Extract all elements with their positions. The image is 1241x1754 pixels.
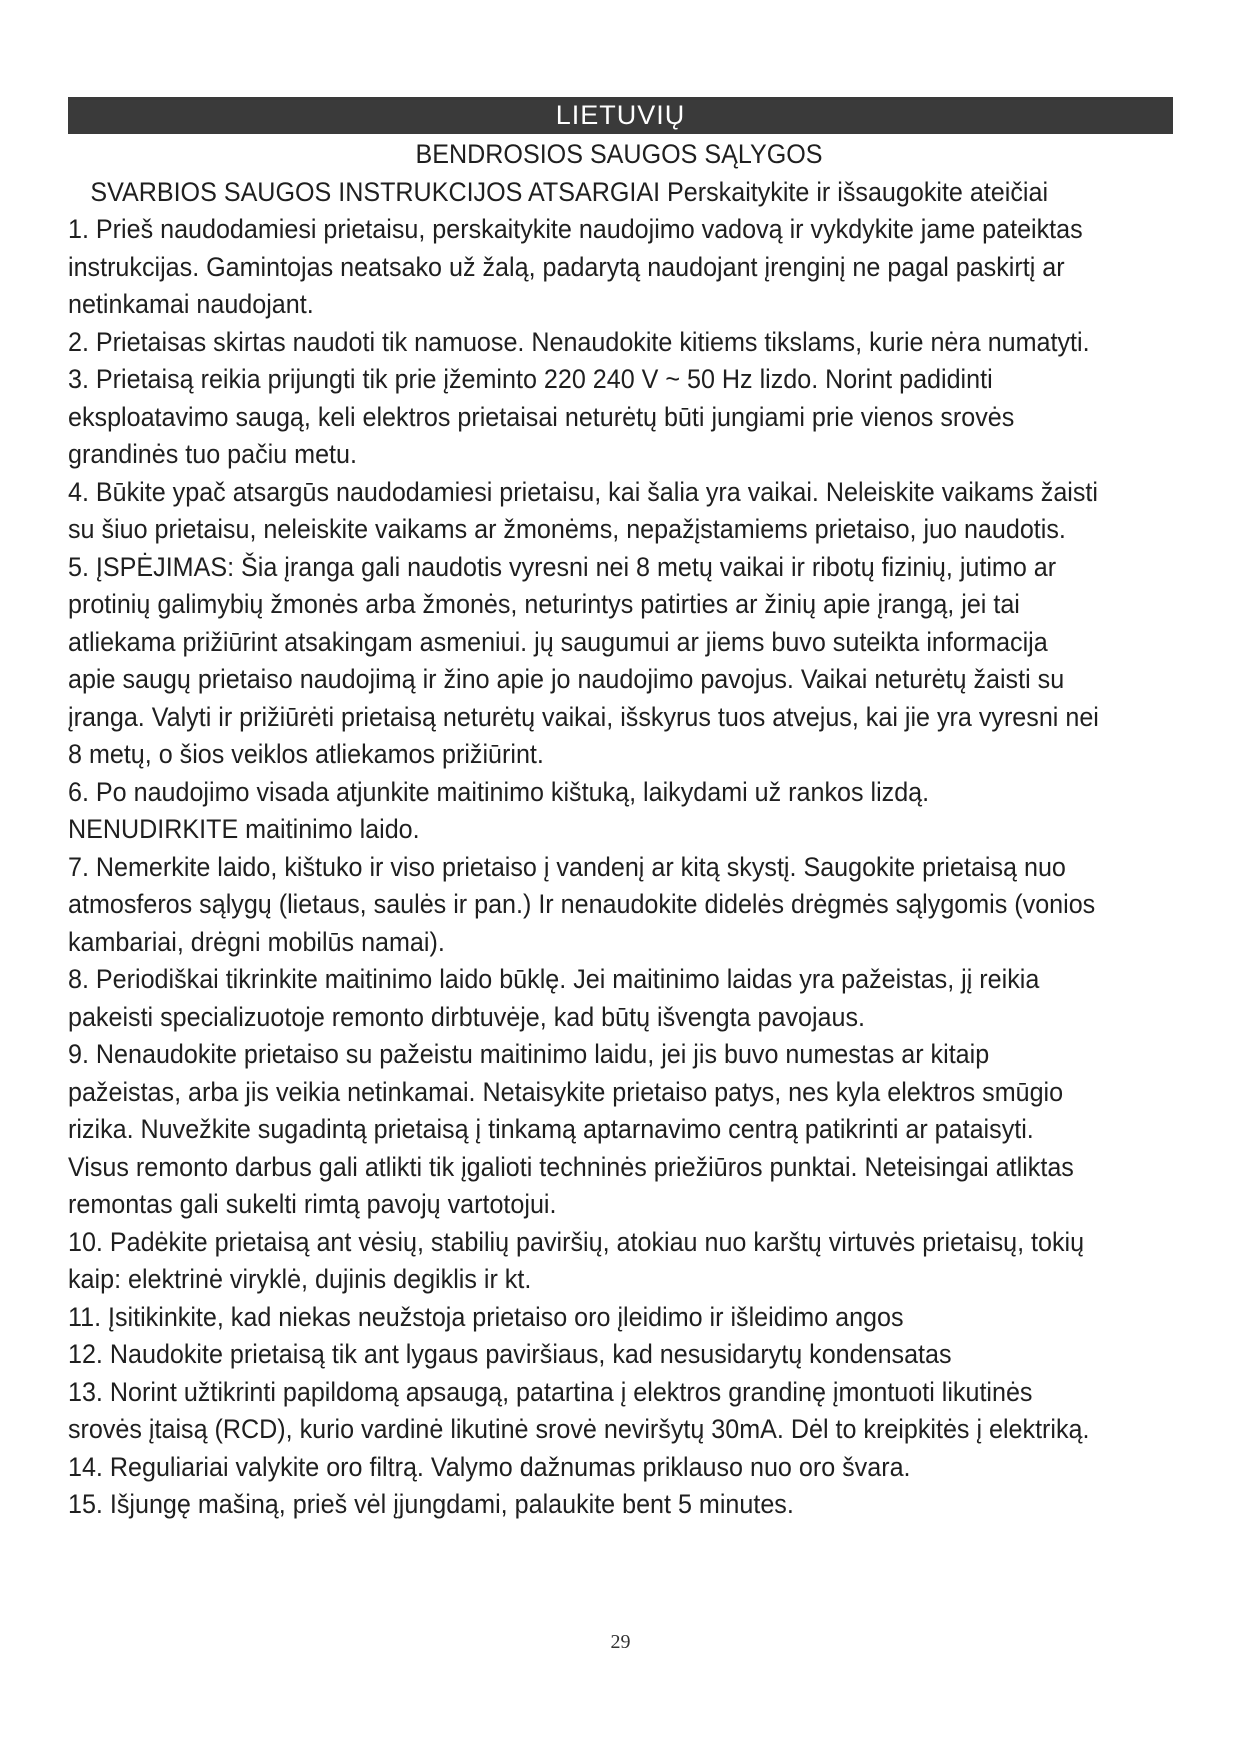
instruction-item: 15. Išjungę mašiną, prieš vėl įjungdami, palaukite bent 5 minutes.: [68, 1489, 794, 1519]
instruction-item: 9. Nenaudokite prietaiso su pažeistu maitinimo laidu, jei jis buvo numestas ar kitaip pažeistas, arba jis veikia netinkamai. Netaisykite prietaiso patys, nes kyla elektros smūgio rizika. Nuvežkite sugadintą prietaisą į tinkamą aptarnavimo centrą patikrinti ar pataisyti. Visus remonto darbus gali atlikti tik įgalioti techninės priežiūros punktai. Neteisingai atliktas remontas gali sukelti rimtą pavojų vartotojui.: [68, 1039, 1074, 1219]
instruction-item: 7. Nemerkite laido, kištuko ir viso prietaiso į vandenį ar kitą skystį. Saugokite prietaisą nuo atmosferos sąlygų (lietaus, saulės ir pan.) Ir nenaudokite didelės drėgmės sąlygomis (vonios kambariai, drėgni mobilūs namai).: [68, 851, 1096, 957]
instruction-item: 4. Būkite ypač atsargūs naudodamiesi prietaisu, kai šalia yra vaikai. Neleiskite vaikams žaisti su šiuo prietaisu, neleiskite vaikams ar žmonėms, nepažįstamiems prietaiso, juo naudotis.: [68, 476, 1098, 544]
section-title: BENDROSIOS SAUGOS SĄLYGOS: [415, 139, 823, 169]
instruction-item: 5. ĮSPĖJIMAS: Šia įranga gali naudotis vyresni nei 8 metų vaikai ir ribotų fizinių, jutimo ar protinių galimybių žmonės arba žmonės, neturintys patirties ar žinių apie įrangą, jei tai atliekama prižiūrint atsakingam asmeniui. jų saugumui ar jiems buvo suteikta informacija apie saugų prietaiso naudojimą ir žino apie jo naudojimo pavojus. Vaikai neturėtų žaisti su įranga. Valyti ir prižiūrėti prietaisą neturėtų vaikai, išskyrus tuos atvejus, kai jie yra vyresni nei 8 metų, o šios veiklos atliekamos prižiūrint.: [68, 551, 1099, 769]
instruction-item: 3. Prietaisą reikia prijungti tik prie įžeminto 220 240 V ~ 50 Hz lizdo. Norint padidinti eksploatavimo saugą, keli elektros prietaisai neturėtų būti jungiami prie vienos srovės grandinės tuo pačiu metu.: [68, 364, 1015, 469]
instruction-item: 8. Periodiškai tikrinkite maitinimo laido būklę. Jei maitinimo laidas yra pažeistas, jį reikia pakeisti specializuotoje remonto dirbtuvėje, kad būtų išvengta pavojaus.: [68, 964, 1040, 1032]
instruction-item: 6. Po naudojimo visada atjunkite maitinimo kištuką, laikydami už rankos lizdą. NENUDIRKITE maitinimo laido.: [68, 776, 930, 844]
instruction-item: 11. Įsitikinkite, kad niekas neužstoja prietaiso oro įleidimo ir išleidimo angos: [68, 1301, 904, 1332]
instruction-item: 10. Padėkite prietaisą ant vėsių, stabilių paviršių, atokiau nuo karštų virtuvės prietaisų, tokių kaip: elektrinė viryklė, dujinis degiklis ir kt.: [68, 1226, 1085, 1294]
instruction-item: 2. Prietaisas skirtas naudoti tik namuose. Nenaudokite kitiems tikslams, kurie nėra numatyti.: [68, 326, 1090, 357]
instruction-item: 1. Prieš naudodamiesi prietaisu, perskaitykite naudojimo vadovą ir vykdykite jame pateiktas instrukcijas. Gamintojas neatsako už žalą, padarytą naudojant įrenginį ne pagal paskirtį ar netinkamai naudojant.: [68, 214, 1083, 319]
safety-warning: SVARBIOS SAUGOS INSTRUKCIJOS ATSARGIAI Perskaitykite ir išsaugokite ateičiai: [90, 176, 1049, 207]
instruction-item: 14. Reguliariai valykite oro filtrą. Valymo dažnumas priklauso nuo oro švara.: [68, 1451, 911, 1482]
language-header: LIETUVIŲ: [68, 97, 1173, 134]
page-number: 29: [610, 1631, 631, 1653]
safety-content: [68, 136, 1100, 1524]
instruction-item: 13. Norint užtikrinti papildomą apsaugą, patartina į elektros grandinę įmontuoti likutinės srovės įtaisą (RCD), kurio vardinė likutinė srovė neviršytų 30mA. Dėl to kreipkitės į elektriką.: [68, 1376, 1090, 1444]
instruction-item: 12. Naudokite prietaisą tik ant lygaus paviršiaus, kad nesusidarytų kondensatas: [68, 1339, 952, 1369]
